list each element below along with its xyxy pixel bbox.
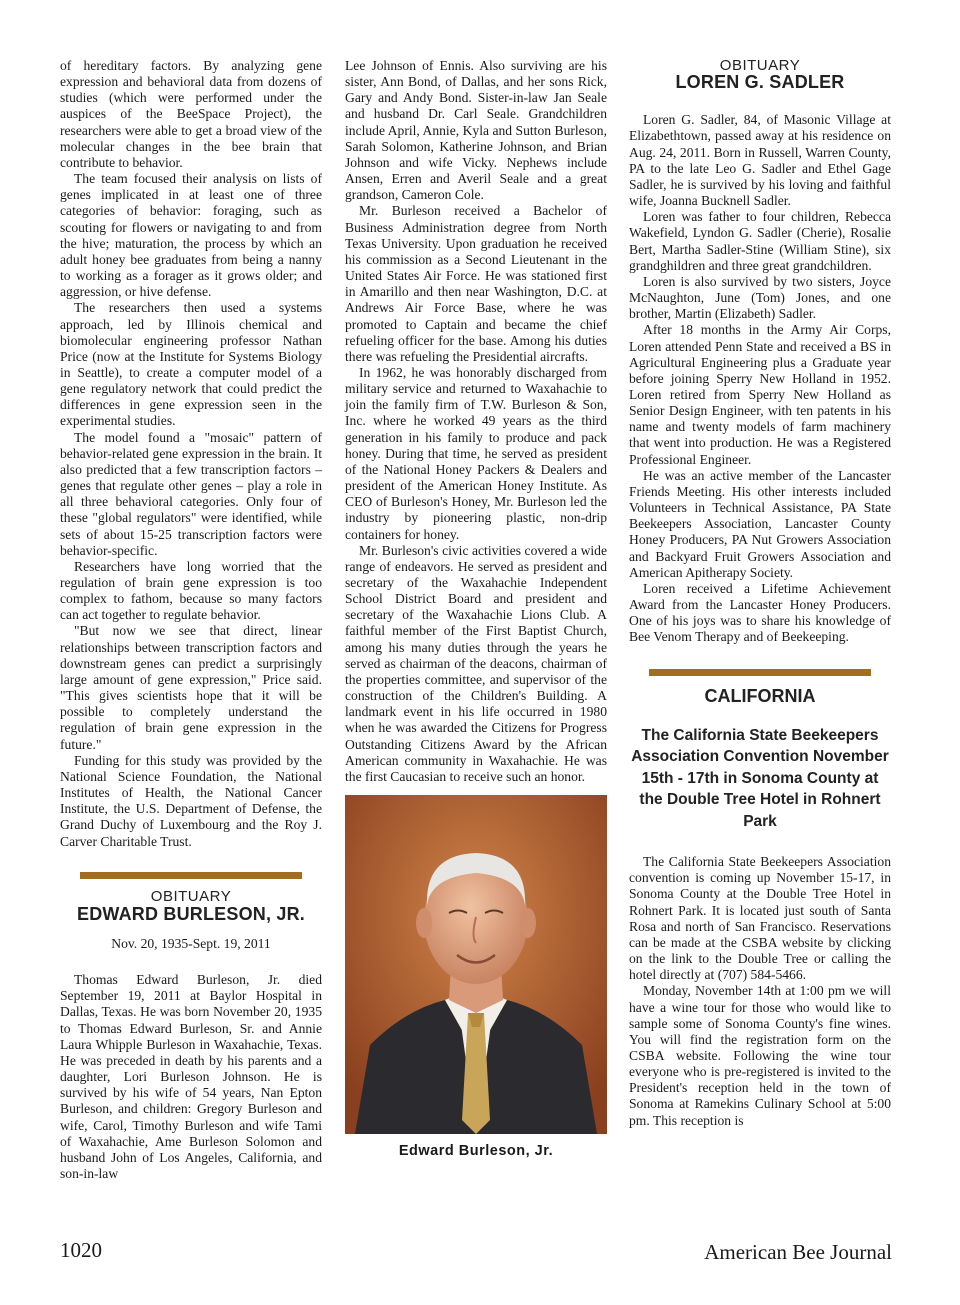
article-paragraph: Researchers have long worried that the regulation of brain gene expression is too complex to fathom, because so many factors can act together to regulate behavior. <box>60 558 322 623</box>
article-paragraph: The team focused their analysis on lists of genes implicated in at least one of three categories of behavior: foraging, such as scouting for flowers or navigating to and from the hive; maturation, the process by which an adult honey bee graduates from being a nanny to working as a forager as it grows older; and aggression, or hive defense. <box>60 171 322 300</box>
portrait-photo <box>345 795 607 1134</box>
article-paragraph: Monday, November 14th at 1:00 pm we will have a wine tour for those who would like to sample some of Sonoma County's fine wines. You will find the registration form on the CSBA website. Following the wine tour everyone who is pre-registered is invited to the President's reception held in the town of Sonoma at Ramekins Culinary School at 5:00 pm. This reception is <box>629 983 891 1128</box>
portrait-illustration <box>345 795 607 1134</box>
obituary-paragraph: Mr. Burleson's civic activities covered a wide range of endeavors. He served as president and secretary of the Waxahachie Independent School District Board and president and secretary of the Waxahachie Lions Club. A faithful member of the First Baptist Church, among his many duties through the years he served as chairman of the deacons, chairman of the properties committee, and supervisor of the construction of the Children's Building. A landmark event in his life occurred in 1980 when he was awarded the Citizens for Progress Outstanding Citizens Award by the African American community in Waxahachie. He was the first Caucasian to receive such an honor. <box>345 542 607 784</box>
obituary-paragraph: In 1962, he was honorably discharged from military service and returned to Waxahachie to join the family firm of T.W. Burleson & Son, Inc. where he worked 49 years as the third generation in his family to produce and pack honey. During that time, he served as president of the National Honey Packers & Dealers and president of the American Honey Institute. As CEO of Burleson's Honey, Mr. Burleson led the industry by pioneering plastic, non-drip containers for honey. <box>345 364 607 542</box>
section-divider <box>649 669 871 676</box>
obituary-burleson-continued <box>345 58 607 785</box>
page-number: 1020 <box>60 1238 102 1262</box>
obituary-paragraph: He was an active member of the Lancaster Friends Meeting. His other interests included Volunteers in Technical Assistance, PA State Beekeepers Association, Lancaster County Honey Producers, PA Nut Growers Association and Backyard Fruit Growers Association and American Apitherapy Society. <box>629 467 891 580</box>
obituary-paragraph: Loren is also survived by two sisters, Joyce McNaughton, June (Tom) Jones, and one brother, Martin (Elizabeth) Sadler. <box>629 273 891 322</box>
article-headline: The California State Beekeepers Association Convention November 15th - 17th in Sonoma County at the Double Tree Hotel in Rohnert Park <box>631 726 889 830</box>
portrait-figure <box>345 795 607 1159</box>
obituary-paragraph: Lee Johnson of Ennis. Also surviving are his sister, Ann Bond, of Dallas, and her sons Rick, Gary and Andy Bond. Sister-in-law Jan Seale and husband Dr. Carl Seale. Grandchildren include April, Annie, Kyla and Sutton Burleson, Sarah Solomon, Katherine Johnson, and Brian Johnson and wife Vicky. Nephews include Ansen, Erren and Averil Seale and a great grandson, Cameron Cole. <box>345 58 607 203</box>
obituary-name: LOREN G. SADLER <box>675 72 845 93</box>
california-section <box>629 669 891 1128</box>
article-paragraph: Funding for this study was provided by the National Science Foundation, the National Institutes of Health, the National Cancer Institute, the U.S. Department of Defense, the Grand Duchy of Luxembourg and the Roy J. Carver Charitable Trust. <box>60 752 322 849</box>
obituary-paragraph: Loren G. Sadler, 84, of Masonic Village at Elizabethtown, passed away at his residence on Aug. 24, 2011. Born in Russell, Warren County, PA to the late Leo G. Sadler and Ethel Gage Sadler, he is survived by his loving and faithful wife, Joanna Bucknell Sadler. <box>629 112 891 209</box>
article-paragraph: "But now we see that direct, linear relationships between transcription factors and downstream genes can predict a surprisingly large amount of gene expression," Price said. "This gives scientists hope that it will be possible to completely understand the regulation of brain gene expression in the future." <box>60 623 322 752</box>
article-paragraph: The researchers then used a systems approach, led by Illinois chemical and biomolecular engineering professor Nathan Price (now at the Institute for Systems Biology in Seattle), to create a computer model of a gene regulatory network that could predict the differences in gene expression seen in the experimental studies. <box>60 300 322 429</box>
obituary-label: OBITUARY <box>719 57 801 74</box>
column-middle <box>345 58 607 1159</box>
obituary-paragraph: Loren was father to four children, Rebecca Wakefield, Lyndon G. Sadler (Cherie), Rosalie Bert, Martha Sadler-Stine (William Stine), six grandghildren and three great grandchildren. <box>629 209 891 273</box>
journal-name: American Bee Journal <box>704 1240 892 1264</box>
section-title: CALIFORNIA <box>704 686 816 707</box>
article-bee-genes <box>60 58 322 850</box>
photo-caption: Edward Burleson, Jr. <box>398 1143 554 1160</box>
section-divider <box>80 872 302 879</box>
obituary-burleson <box>60 872 322 1183</box>
article-paragraph: The California State Beekeepers Association convention is coming up November 15-17, in Sonoma County at the Double Tree Hotel in Rohnert Park. It is located just south of Santa Rosa and north of San Francisco. Reservations can be made at the CSBA website by clicking on the link to the Double Tree or calling the hotel directly at (707) 584-5466. <box>629 854 891 983</box>
obituary-name: EDWARD BURLESON, JR. <box>76 903 305 924</box>
obituary-label: OBITUARY <box>150 887 232 905</box>
obituary-sadler <box>629 58 891 645</box>
obituary-dates: Nov. 20, 1935-Sept. 19, 2011 <box>111 935 271 951</box>
obituary-paragraph: After 18 months in the Army Air Corps, Loren attended Penn State and received a BS in Agricultural Engineering plus a Graduate year before joining Sperry New Holland in 1952. Loren retired from Sperry New Holland as Senior Design Engineer, with ten patents in his name and twenty models of farm machinery that went into production. He was a Registered Professional Engineer. <box>629 322 891 467</box>
article-paragraph: of hereditary factors. By analyzing gene expression and behavioral data from dozens of studies (which were performed under the auspices of the BeeSpace Project), the researchers were able to get a broad view of the molecular changes in the bee brain that contribute to behavior. <box>60 58 322 170</box>
obituary-paragraph: Mr. Burleson received a Bachelor of Business Administration degree from North Texas University. Upon graduation he received his commission as a Second Lieutenant in the United States Air Force. He was stationed first in Amarillo and then near Washington, D.C. at Andrews Air Force Base, where he was promoted to Captain and became the chief refueling officer for the base. Among his duties there was refueling the Presidential aircrafts. <box>345 203 607 364</box>
column-left <box>60 58 322 1182</box>
obituary-paragraph: Thomas Edward Burleson, Jr. died September 19, 2011 at Baylor Hospital in Dallas, Texas. He was born November 20, 1935 to Thomas Edward Burleson, Sr. and Annie Laura Whipple Burleson in Waxahachie, Texas. He was preceded in death by his parents and a daughter, Lori Burleson Johnson. He is survived by his wife of 54 years, Nan Epton Burleson, and children: Gregory Burleson and wife, Carol, Timothy Burleson and wife Tami of Waxahachie, Ame Burleson Solomon and husband John of Los Angeles, California, and son-in-law <box>60 972 322 1181</box>
obituary-paragraph: Loren received a Lifetime Achievement Award from the Lancaster Honey Producers. One of his joys was to share his knowledge of Bee Venom Therapy and of Beekeeping. <box>629 580 891 645</box>
column-right <box>629 58 891 1129</box>
article-paragraph: The model found a "mosaic" pattern of behavior-related gene expression in the brain. It also predicted that a few transcription factors – genes that regulate other genes – play a role in all three behavioral categories. Only four of these "global regulators" were identified, while sets of about 15-25 transcription factors were behavior-specific. <box>60 429 322 558</box>
